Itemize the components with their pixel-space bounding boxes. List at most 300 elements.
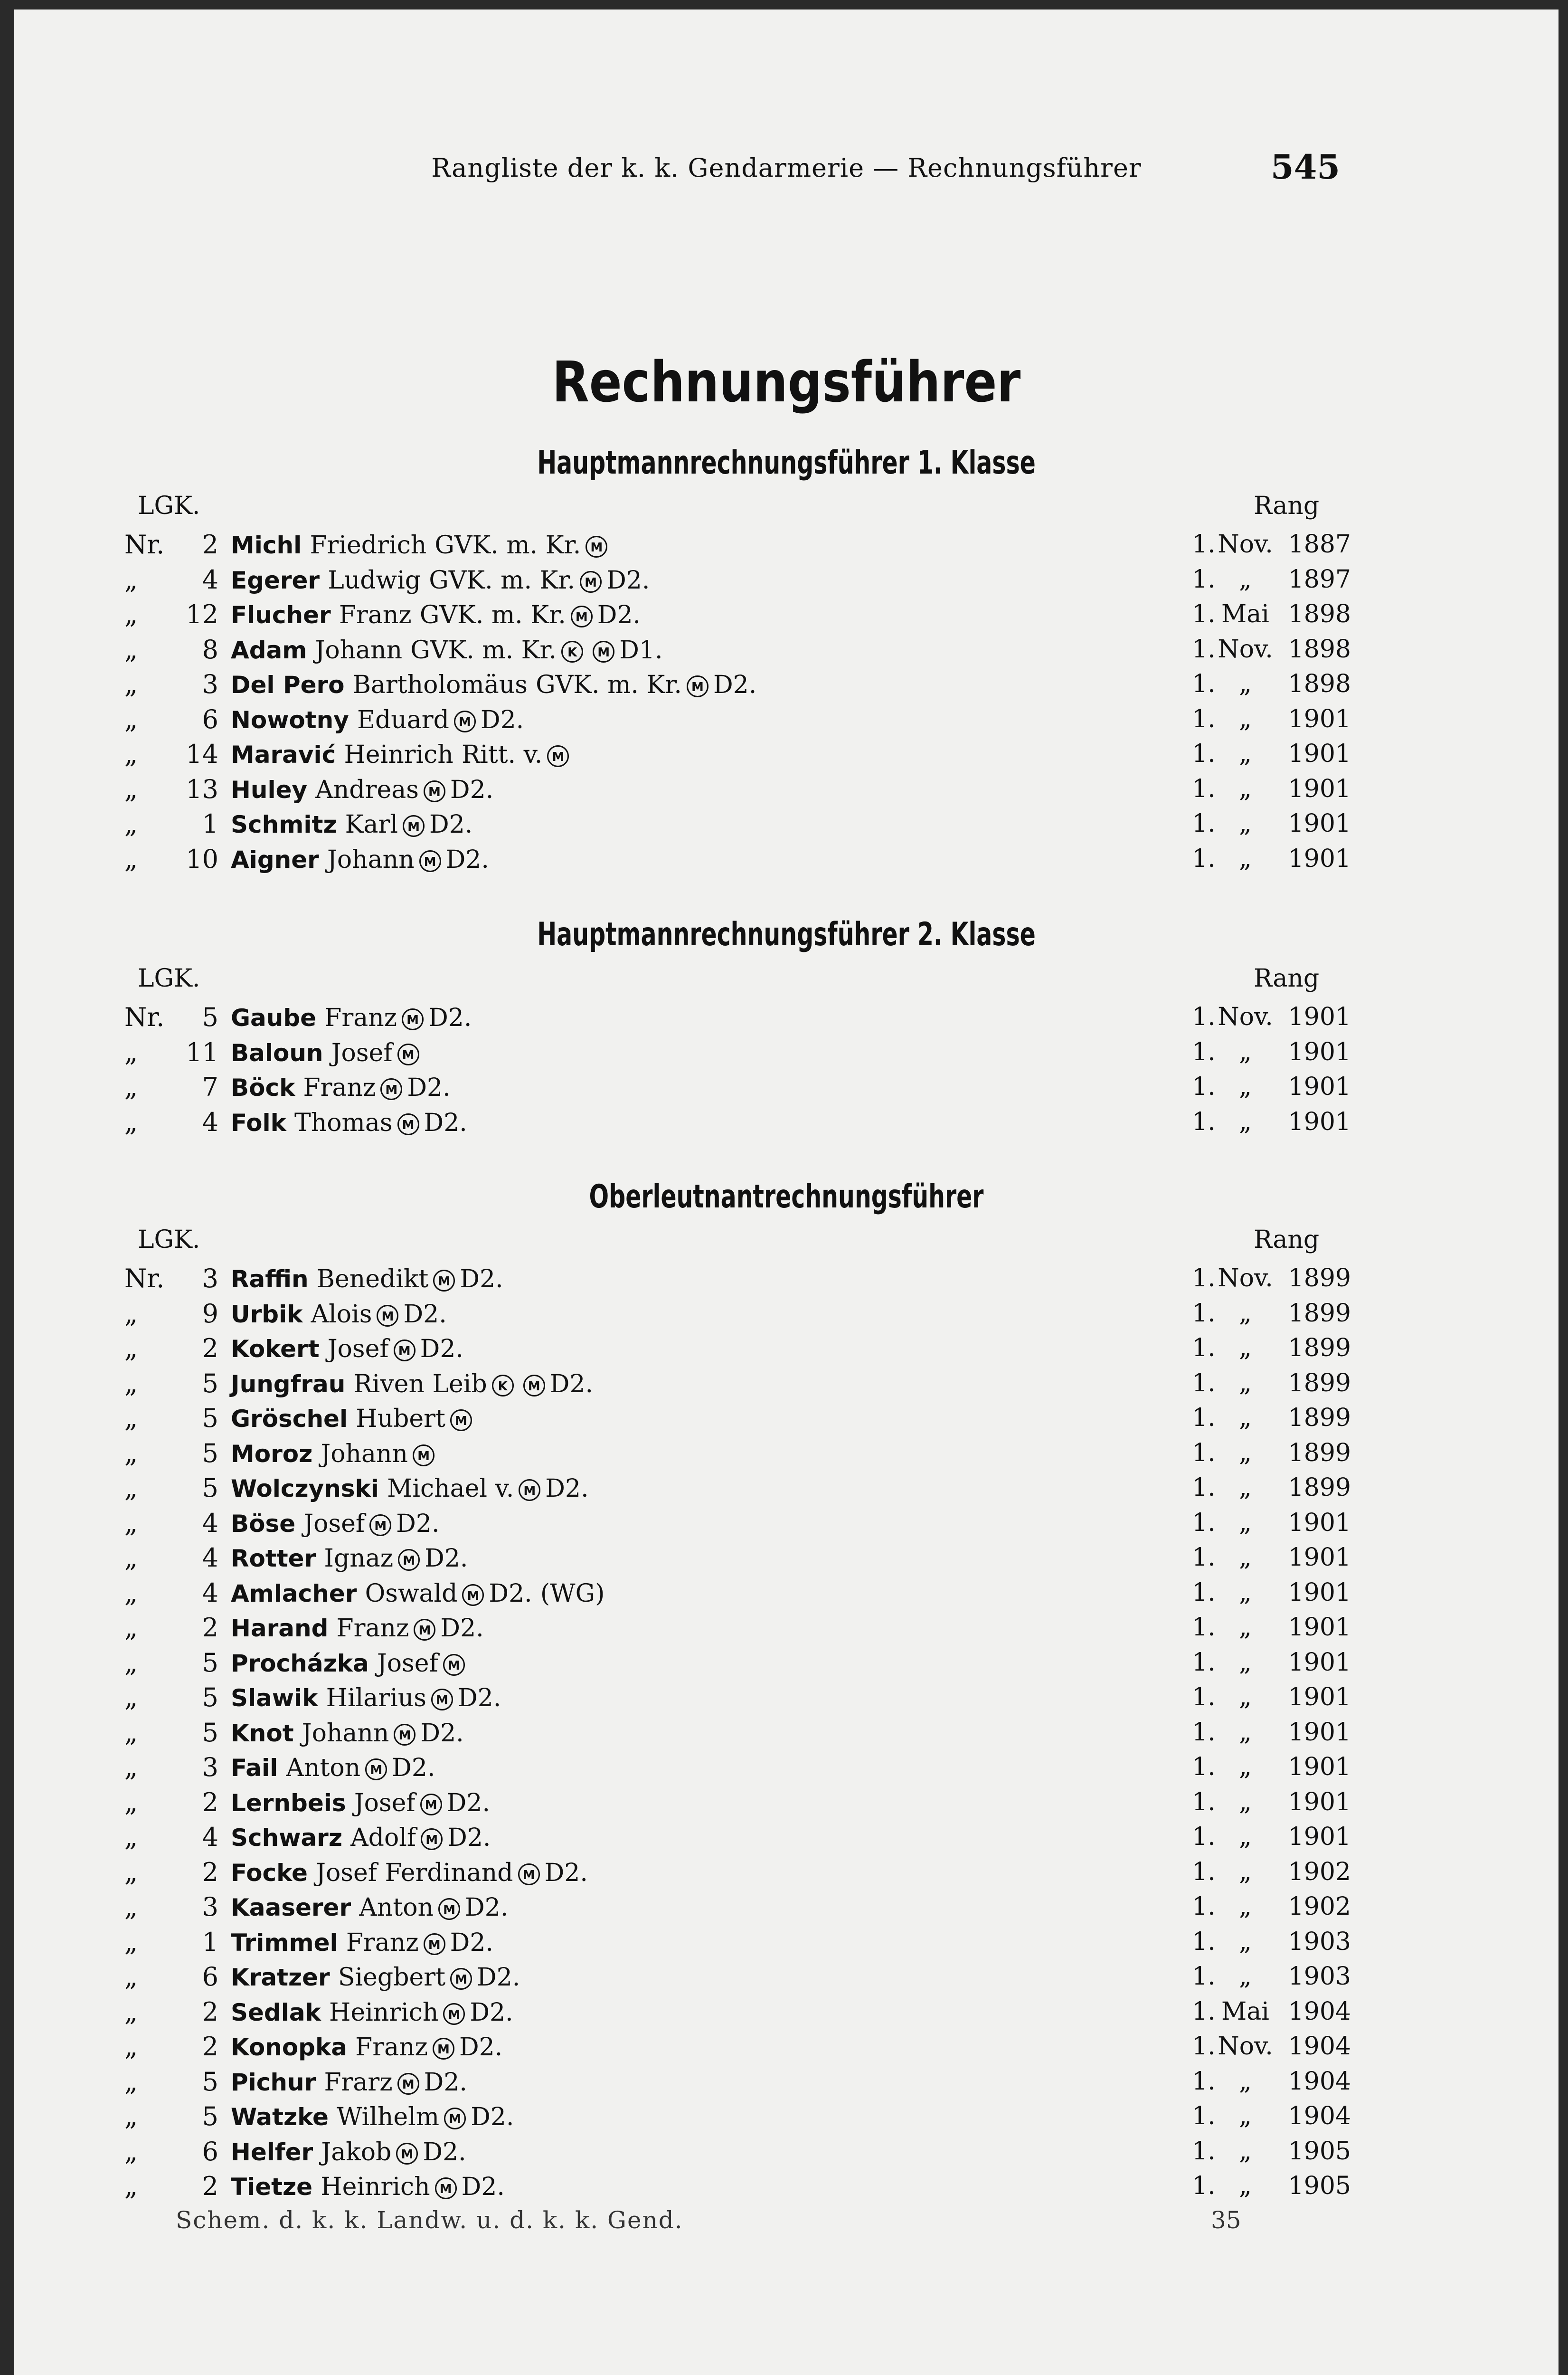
person-entry [231,1959,520,1995]
row-prefix: „ [124,1333,138,1363]
medal-mark-icon: M [413,1444,435,1466]
rank-year: 1904 [1288,2032,1351,2061]
qualification: D2. [471,2103,514,2131]
surname: Harand [231,1615,329,1642]
surname: Konopka [231,2033,347,2061]
page-number: 545 [1270,147,1340,187]
rank-month: „ [1239,1299,1252,1328]
rank-year: 1899 [1288,1264,1351,1292]
lgk-number: 4 [202,1508,218,1538]
lgk-number: 5 [202,1368,218,1398]
qualification: D2. [450,1928,493,1957]
person-entry [231,1070,451,1106]
qualification: D2. [440,1614,484,1643]
rank-date [1192,667,1351,702]
row-prefix: „ [124,1927,138,1957]
row-prefix: „ [124,634,138,665]
rank-date [1192,527,1351,562]
rank-day: 1. [1192,1648,1216,1677]
rank-month: „ [1239,809,1252,838]
rank-year: 1901 [1288,1823,1351,1851]
list-item [14,1610,1559,1645]
rank-date [1192,2169,1351,2204]
rank-day: 1. [1192,2067,1216,2096]
surname: Focke [231,1859,308,1887]
person-entry [231,1820,491,1856]
rank-date [1192,1855,1351,1890]
list-item [14,772,1559,807]
medal-mark-icon: M [571,606,593,627]
list-item [14,1366,1559,1401]
rank-date [1192,1785,1351,1820]
rank-day: 1. [1192,2172,1216,2200]
lgk-number: 4 [202,1822,218,1852]
given-name: Eduard [357,705,449,734]
list-item [14,1855,1559,1890]
surname: Böse [231,1510,296,1538]
list-item [14,1105,1559,1140]
row-prefix: Nr. [124,1002,165,1032]
person-entry [231,737,574,773]
rank-day: 1. [1192,1073,1216,1101]
rank-date [1192,1070,1351,1105]
rank-year: 1901 [1288,1073,1351,1101]
list-item [14,1890,1559,1925]
medal-mark-icon: M [419,850,441,872]
list-item [14,527,1559,562]
given-name: Hilarius [326,1684,426,1712]
given-name: Franz [355,2033,428,2062]
given-name: Franz [324,1004,397,1032]
person-entry [231,1035,424,1071]
rank-day: 1. [1192,704,1216,733]
row-prefix: „ [124,1752,138,1782]
surname: Maravić [231,741,336,769]
rank-day: 1. [1192,1107,1216,1136]
rank-day: 1. [1192,1718,1216,1747]
person-entry [231,597,641,633]
medal-mark-icon: M [380,1078,402,1100]
rank-year: 1901 [1288,1648,1351,1677]
person-entry [231,1261,503,1297]
surname: Urbik [231,1300,303,1328]
rank-year: 1901 [1288,740,1351,768]
qualification: D2. [460,1265,503,1293]
rank-month: „ [1239,844,1252,873]
person-entry [231,562,650,598]
qualification: D2. [403,1300,447,1329]
rank-day: 1. [1192,565,1216,594]
qualification: D2. [470,1998,513,2027]
rank-year: 1904 [1288,2067,1351,2096]
rank-day: 1. [1192,844,1216,873]
rank-date [1192,1366,1351,1401]
qualification: D2. [597,601,641,629]
rank-year: 1901 [1288,704,1351,733]
surname: Fail [231,1754,278,1782]
given-name: Franz [346,1928,419,1957]
surname: Böck [231,1074,295,1102]
row-prefix: „ [124,2136,138,2166]
medal-mark-icon: M [396,2143,418,2165]
row-prefix: „ [124,1473,138,1503]
rank-date [1192,772,1351,807]
medal-mark-icon: M [365,1758,387,1780]
surname: Schwarz [231,1824,342,1852]
rank-year: 1901 [1288,1787,1351,1816]
given-name: Josef [327,1335,389,1363]
rank-date [1192,1506,1351,1541]
surname: Tietze [231,2173,313,2201]
medal-mark-icon: M [398,1549,420,1571]
list-item [14,1401,1559,1436]
lgk-number: 4 [202,1107,218,1137]
surname: Folk [231,1109,286,1137]
rank-day: 1. [1192,1613,1216,1642]
rank-day: 1. [1192,1578,1216,1607]
lgk-number: 3 [202,669,218,699]
person-entry [231,1855,588,1891]
row-prefix: „ [124,1438,138,1468]
person-entry [231,1750,435,1786]
qualification: D2. [713,671,757,699]
person-entry [231,1296,447,1332]
lgk-number: 10 [186,844,218,874]
surname: Moroz [231,1440,313,1468]
person-entry [231,1715,464,1751]
column-header-rang: Rang [1254,492,1320,520]
surname: Trimmel [231,1928,338,1957]
decoration: GVK. m. Kr. [435,531,581,560]
list-item [14,1750,1559,1785]
list-item [14,1000,1559,1035]
person-entry [231,1000,472,1036]
rank-date [1192,1925,1351,1960]
rank-year: 1901 [1288,1037,1351,1066]
lgk-number: 6 [202,1962,218,1992]
row-prefix: „ [124,2032,138,2062]
section-title: Hauptmannrechnungsführer 2. Klasse [537,916,1036,953]
given-name: Heinrich [321,2173,430,2201]
surname: Schmitz [231,811,337,838]
given-name: Friedrich [310,531,427,560]
qualification: D2. [459,2033,503,2062]
lgk-number: 6 [202,704,218,734]
rank-year: 1898 [1288,600,1351,628]
surname: Nowotny [231,706,349,734]
rank-year: 1902 [1288,1892,1351,1921]
rank-year: 1897 [1288,565,1351,594]
rank-year: 1887 [1288,530,1351,559]
list-item [14,1645,1559,1681]
qualification: D2. [606,566,650,595]
given-name: Karl [345,810,398,839]
person-entry [231,2064,467,2100]
list-item [14,1296,1559,1331]
rank-date [1192,807,1351,842]
row-prefix: „ [124,844,138,874]
lgk-number: 3 [202,1752,218,1782]
surname: Kratzer [231,1964,330,1991]
rank-month: „ [1239,1962,1252,1991]
given-name: Riven Leib [353,1369,487,1398]
list-item [14,667,1559,702]
surname: Jungfrau [231,1370,346,1398]
given-name: Wilhelm [337,2103,440,2131]
list-item [14,1959,1559,1995]
row-prefix: „ [124,1403,138,1433]
row-prefix: „ [124,1962,138,1992]
rank-day: 1. [1192,1753,1216,1781]
rank-date [1192,2064,1351,2100]
lgk-number: 5 [202,1438,218,1468]
rank-year: 1899 [1288,1473,1351,1502]
list-item [14,1680,1559,1715]
person-entry [231,1925,493,1961]
lgk-number: 12 [186,599,218,629]
given-name: Johann [302,1719,389,1748]
person-entry [231,1610,484,1646]
rank-date [1192,597,1351,632]
surname: Baloun [231,1039,323,1067]
rank-year: 1901 [1288,844,1351,873]
medal-mark-icon: M [547,745,569,767]
rank-day: 1. [1192,1473,1216,1502]
person-entry [231,1680,501,1716]
given-name: Johann [315,636,403,665]
rank-month: „ [1239,565,1252,594]
lgk-number: 8 [202,634,218,665]
list-item [14,1331,1559,1366]
rank-year: 1904 [1288,2102,1351,2130]
rank-month: „ [1239,2172,1252,2200]
rank-year: 1901 [1288,1683,1351,1711]
given-name: Michael v. [387,1474,514,1503]
qualification: D2. [407,1074,451,1102]
document-page [14,10,1559,2375]
rank-date [1192,2134,1351,2169]
row-prefix: „ [124,1577,138,1608]
surname: Kaaserer [231,1894,351,1921]
section-title: Hauptmannrechnungsführer 1. Klasse [537,444,1036,482]
given-name: Heinrich [344,741,453,769]
list-item [14,2134,1559,2169]
list-item [14,1576,1559,1611]
rank-month: „ [1239,704,1252,733]
rank-year: 1901 [1288,1543,1351,1572]
rank-date [1192,632,1351,667]
row-prefix: „ [124,1682,138,1712]
qualification: D2. [489,1579,532,1608]
rank-day: 1. [1192,809,1216,838]
lgk-number: 3 [202,1264,218,1293]
list-item [14,807,1559,842]
surname: Pichur [231,2068,316,2096]
list-item [14,842,1559,877]
lgk-number: 4 [202,564,218,595]
rank-date [1192,1995,1351,2030]
rank-month: Nov. [1218,530,1273,559]
given-name: Johann [321,1439,408,1468]
rank-day: 1. [1192,774,1216,803]
medal-mark-icon: M [462,1584,484,1606]
rank-month: „ [1239,670,1252,698]
lgk-number: 2 [202,1787,218,1817]
given-name: Franz [336,1614,409,1643]
row-prefix: „ [124,1037,138,1067]
rank-date [1192,1610,1351,1645]
column-header-rang: Rang [1254,964,1320,993]
qualification: D2. [545,1474,589,1503]
rank-date [1192,1401,1351,1436]
rank-date [1192,842,1351,877]
rank-day: 1. [1192,1892,1216,1921]
given-name: Ludwig [328,566,421,595]
medal-mark-icon: M [403,815,425,837]
surname: Egerer [231,566,320,594]
rank-date [1192,1715,1351,1750]
rank-date [1192,1105,1351,1140]
medal-mark-icon: M [450,1409,472,1431]
rank-year: 1898 [1288,635,1351,664]
person-entry [231,1401,477,1437]
medal-mark-icon: M [433,1270,455,1292]
rank-day: 1. [1192,1299,1216,1328]
rank-date [1192,1331,1351,1366]
row-prefix: „ [124,1822,138,1852]
row-prefix: „ [124,774,138,804]
person-entry [231,1366,593,1402]
decoration: Ritt. v. [461,741,543,769]
person-entry [231,1506,439,1542]
person-entry [231,2029,502,2065]
medal-mark-icon: M [397,2073,419,2095]
rank-month: „ [1239,2102,1252,2130]
medal-mark-icon: K [561,641,583,663]
surname: Rotter [231,1545,316,1572]
person-entry [231,527,612,563]
person-entry [231,1785,490,1821]
row-prefix: „ [124,1543,138,1573]
person-entry [231,772,493,808]
given-name: Josef [354,1788,416,1817]
qualification: D2. [392,1754,435,1782]
rank-day: 1. [1192,1787,1216,1816]
rank-month: „ [1239,1543,1252,1572]
footer-sheet-number: 35 [1211,2206,1241,2234]
rank-month: Nov. [1218,2032,1273,2061]
rank-month: „ [1239,1073,1252,1101]
rank-month: „ [1239,1404,1252,1432]
rank-day: 1. [1192,1264,1216,1292]
medal-mark-icon: M [424,780,445,802]
rank-date [1192,1750,1351,1785]
lgk-number: 7 [202,1072,218,1102]
list-item [14,1995,1559,2030]
qualification: D2. [429,810,473,839]
row-prefix: „ [124,1892,138,1922]
rank-date [1192,1000,1351,1035]
medal-mark-icon: M [420,1794,442,1815]
row-prefix: „ [124,809,138,839]
rank-date [1192,1576,1351,1611]
surname: Aigner [231,846,319,874]
surname: Knot [231,1719,294,1747]
person-entry [231,1331,463,1367]
given-name: Josef [303,1509,365,1538]
list-item [14,737,1559,772]
row-prefix: „ [124,1613,138,1643]
rank-date [1192,2099,1351,2134]
row-prefix: „ [124,1996,138,2027]
rank-month: „ [1239,1753,1252,1781]
rank-day: 1. [1192,1962,1216,1991]
page-footer [14,2206,1559,2240]
person-entry [231,1471,589,1507]
lgk-number: 5 [202,1403,218,1433]
given-name: Bartholomäus [352,671,528,699]
rank-month: „ [1239,1823,1252,1851]
given-name: Anton [286,1754,361,1782]
list-item [14,597,1559,632]
medal-mark-icon: M [586,536,607,558]
rank-day: 1. [1192,2137,1216,2166]
rank-date [1192,737,1351,772]
qualification: D2. [424,2068,467,2097]
surname: Lernbeis [231,1789,346,1817]
rank-year: 1899 [1288,1334,1351,1362]
rank-year: 1905 [1288,2172,1351,2200]
person-entry [231,2099,514,2135]
lgk-number: 3 [202,1892,218,1922]
medal-mark-icon: M [394,1724,416,1746]
rank-month: „ [1239,774,1252,803]
row-prefix: „ [124,2171,138,2201]
rank-year: 1899 [1288,1404,1351,1432]
qualification: D2. [457,1684,501,1712]
rank-day: 1. [1192,1037,1216,1066]
rank-day: 1. [1192,530,1216,559]
rank-date [1192,1820,1351,1855]
list-item [14,1506,1559,1541]
row-prefix: „ [124,1717,138,1748]
medal-mark-icon: M [433,2038,454,2060]
given-name: Siegbert [338,1963,446,1992]
rank-date [1192,2029,1351,2064]
rank-month: Mai [1221,1997,1269,2026]
rank-year: 1901 [1288,1508,1351,1537]
rank-date [1192,1890,1351,1925]
rank-date [1192,1261,1351,1296]
list-item [14,2064,1559,2100]
qualification: D2. [477,1963,520,1992]
qualification: D2. [420,1719,464,1748]
qualification: D2. [549,1369,594,1398]
lgk-number: 2 [202,530,218,560]
medal-mark-icon: M [443,2003,465,2025]
given-name: Oswald [365,1579,458,1608]
qualification: D2. [425,1544,468,1573]
rank-month: „ [1239,1368,1252,1397]
row-prefix: „ [124,1107,138,1137]
rank-day: 1. [1192,1404,1216,1432]
rank-month: „ [1239,1613,1252,1642]
row-prefix: „ [124,599,138,629]
lgk-number: 1 [202,1927,218,1957]
qualification: D2. [544,1858,588,1887]
person-entry [231,1890,508,1926]
lgk-number: 2 [202,1996,218,2027]
